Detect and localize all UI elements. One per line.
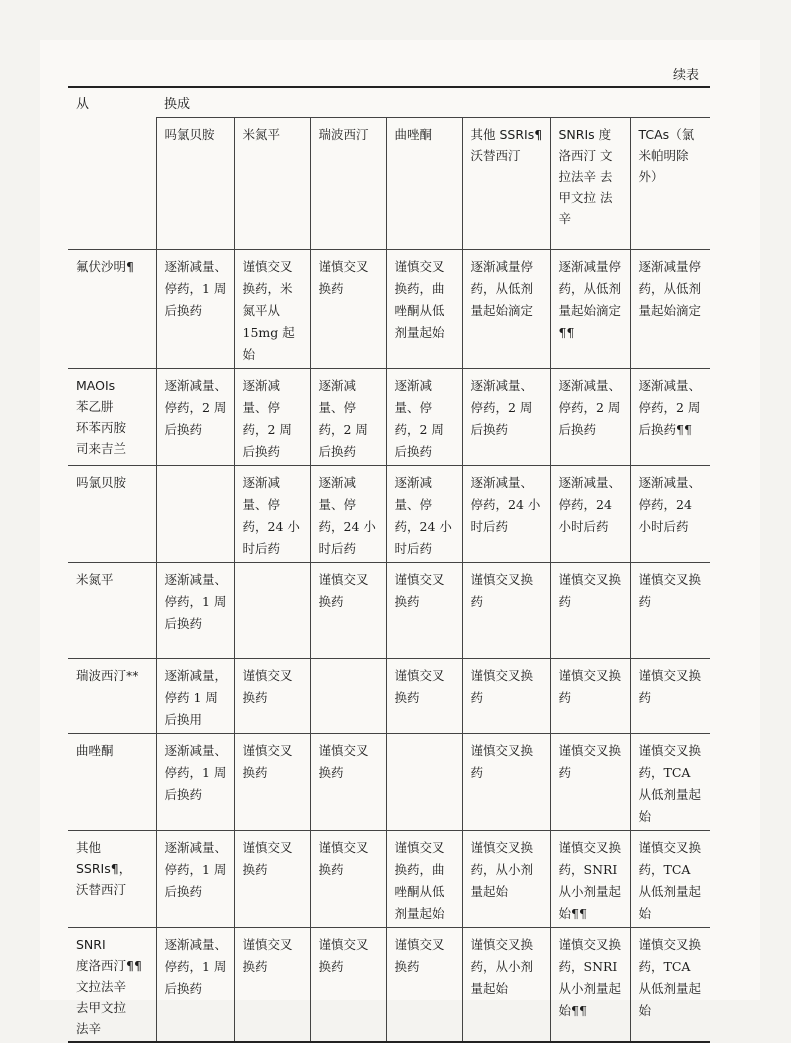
- table-cell: 谨慎交叉换药: [462, 734, 550, 831]
- table-cell: 谨慎交叉换药: [234, 928, 310, 1043]
- table-cell: 谨慎交叉换药: [234, 659, 310, 734]
- table-cell: 谨慎交叉换药: [310, 563, 386, 659]
- column-header: TCAs（氯米帕明除外）: [630, 118, 710, 250]
- table-cell: 逐渐减量停药，从低剂量起始滴定: [630, 250, 710, 369]
- table-cell: 谨慎交叉换药，米氮平从 15mg 起始: [234, 250, 310, 369]
- table-cell: 谨慎交叉换药: [310, 928, 386, 1043]
- table-cell: 谨慎交叉换药: [310, 831, 386, 928]
- table-cell: 谨慎交叉换药，SNRI 从小剂量起始¶¶: [550, 928, 630, 1043]
- table-cell: 谨慎交叉换药: [310, 250, 386, 369]
- table-cell: 逐渐减量、停药，24 小时后药: [550, 466, 630, 563]
- table-cell: 逐渐减量、停药，1 周后换药: [156, 250, 234, 369]
- table-cell: 逐渐减量，停药 1 周后换用: [156, 659, 234, 734]
- table-cell: 谨慎交叉换药，曲唑酮从低剂量起始: [386, 831, 462, 928]
- row-header-line: 瑞波西汀**: [76, 668, 139, 683]
- table-cell: 谨慎交叉换药: [386, 563, 462, 659]
- row-header-line: 曲唑酮: [76, 743, 114, 758]
- table-cell: 逐渐减量、停药，1 周后换药: [156, 831, 234, 928]
- table-cell: 谨慎交叉换药: [550, 659, 630, 734]
- row-header-line: MAOIs: [76, 378, 116, 393]
- table-cell: 逐渐减量、停药，24 小时后药: [234, 466, 310, 563]
- row-header: [68, 250, 156, 369]
- table-row: [68, 563, 710, 659]
- table-cell: 谨慎交叉换药: [462, 563, 550, 659]
- table-cell: 谨慎交叉换药: [462, 659, 550, 734]
- table-cell: 逐渐减量、停药，1 周后换药: [156, 563, 234, 659]
- row-header: [68, 466, 156, 563]
- table-cell: 谨慎交叉换药: [550, 734, 630, 831]
- table-cell: 谨慎交叉换药: [550, 563, 630, 659]
- column-header: 米氮平: [234, 118, 310, 250]
- table-cell: 逐渐减量、停药，2 周后换药: [550, 369, 630, 466]
- table-cell: 谨慎交叉换药: [386, 928, 462, 1043]
- row-header: [68, 369, 156, 466]
- table-cell: 逐渐减量停药，从低剂量起始滴定¶¶: [550, 250, 630, 369]
- row-header-line: 环苯丙胺: [76, 420, 127, 435]
- row-header-line: 其他 SSRIs¶，: [76, 840, 132, 876]
- row-header-line: 司来吉兰: [76, 441, 127, 456]
- column-header: 其他 SSRIs¶ 沃替西汀: [462, 118, 550, 250]
- table-cell: 逐渐减量、停药，24 小时后药: [462, 466, 550, 563]
- column-header: 吗氯贝胺: [156, 118, 234, 250]
- row-header: [68, 831, 156, 928]
- table-row: [68, 659, 710, 734]
- row-header-line: SNRI: [76, 937, 106, 952]
- row-header-line: 法辛: [76, 1021, 102, 1036]
- row-header: [68, 928, 156, 1043]
- row-header: [68, 659, 156, 734]
- table-cell: [234, 563, 310, 659]
- table-cell: [386, 734, 462, 831]
- table-cell: 谨慎交叉换药，从小剂量起始: [462, 928, 550, 1043]
- table-row: [68, 831, 710, 928]
- table-cell: 谨慎交叉换药: [630, 563, 710, 659]
- table-cell: 逐渐减量、停药，2 周后换药¶¶: [630, 369, 710, 466]
- table-cell: 谨慎交叉换药，SNRI 从小剂量起始¶¶: [550, 831, 630, 928]
- row-header-line: 沃替西汀: [76, 882, 127, 897]
- table-cell: 逐渐减量停药，从低剂量起始滴定: [462, 250, 550, 369]
- table-cell: 逐渐减量、停药，24 小时后药: [310, 466, 386, 563]
- table-cell: 逐渐减量、停药，24 小时后药: [386, 466, 462, 563]
- antidepressant-switching-table: [68, 86, 710, 1043]
- table-cell: 谨慎交叉换药: [386, 659, 462, 734]
- table-cell: 谨慎交叉换药，从小剂量起始: [462, 831, 550, 928]
- row-header-line: 氟伏沙明¶: [76, 259, 134, 274]
- row-header-line: 文拉法辛: [76, 979, 127, 994]
- row-header: [68, 563, 156, 659]
- table-cell: 谨慎交叉换药，TCA 从低剂量起始: [630, 734, 710, 831]
- table-cell: [310, 659, 386, 734]
- table-cell: [156, 466, 234, 563]
- from-header: 从: [68, 87, 156, 118]
- corner-cell: [68, 118, 156, 250]
- table-cell: 谨慎交叉换药: [234, 734, 310, 831]
- table-row: [68, 734, 710, 831]
- column-header: 曲唑酮: [386, 118, 462, 250]
- row-header-line: 度洛西汀¶¶: [76, 958, 142, 973]
- table-cell: 谨慎交叉换药: [234, 831, 310, 928]
- column-header: 瑞波西汀: [310, 118, 386, 250]
- row-header-line: 去甲文拉: [76, 1000, 127, 1015]
- table-cell: 谨慎交叉换药: [630, 659, 710, 734]
- table-cell: 逐渐减量、停药，2 周后换药: [386, 369, 462, 466]
- table-row: [68, 369, 710, 466]
- table-cell: 谨慎交叉换药: [310, 734, 386, 831]
- table-row: [68, 250, 710, 369]
- to-header: 换成: [156, 87, 710, 118]
- row-header-line: 米氮平: [76, 572, 114, 587]
- table-cell: 逐渐减量、停药，2 周后换药: [156, 369, 234, 466]
- table-cell: 谨慎交叉换药，TCA 从低剂量起始: [630, 831, 710, 928]
- row-header: [68, 734, 156, 831]
- table-cell: 谨慎交叉换药，TCA 从低剂量起始: [630, 928, 710, 1043]
- table-cell: 逐渐减量、停药，1 周后换药: [156, 928, 234, 1043]
- table-cell: 逐渐减量、停药，2 周后换药: [234, 369, 310, 466]
- row-header-line: 苯乙肼: [76, 399, 114, 414]
- table-cell: 逐渐减量、停药，1 周后换药: [156, 734, 234, 831]
- table-cell: 谨慎交叉换药，曲唑酮从低剂量起始: [386, 250, 462, 369]
- table-row: [68, 928, 710, 1043]
- column-header: SNRIs 度洛西汀 文拉法辛 去甲文拉 法辛: [550, 118, 630, 250]
- table-row: [68, 466, 710, 563]
- row-header-line: 吗氯贝胺: [76, 475, 127, 490]
- table-cell: 逐渐减量、停药，2 周后换药: [310, 369, 386, 466]
- table-cell: 逐渐减量、停药，2 周后换药: [462, 369, 550, 466]
- continuation-label: 续表: [672, 68, 699, 83]
- table-cell: 逐渐减量、停药，24 小时后药: [630, 466, 710, 563]
